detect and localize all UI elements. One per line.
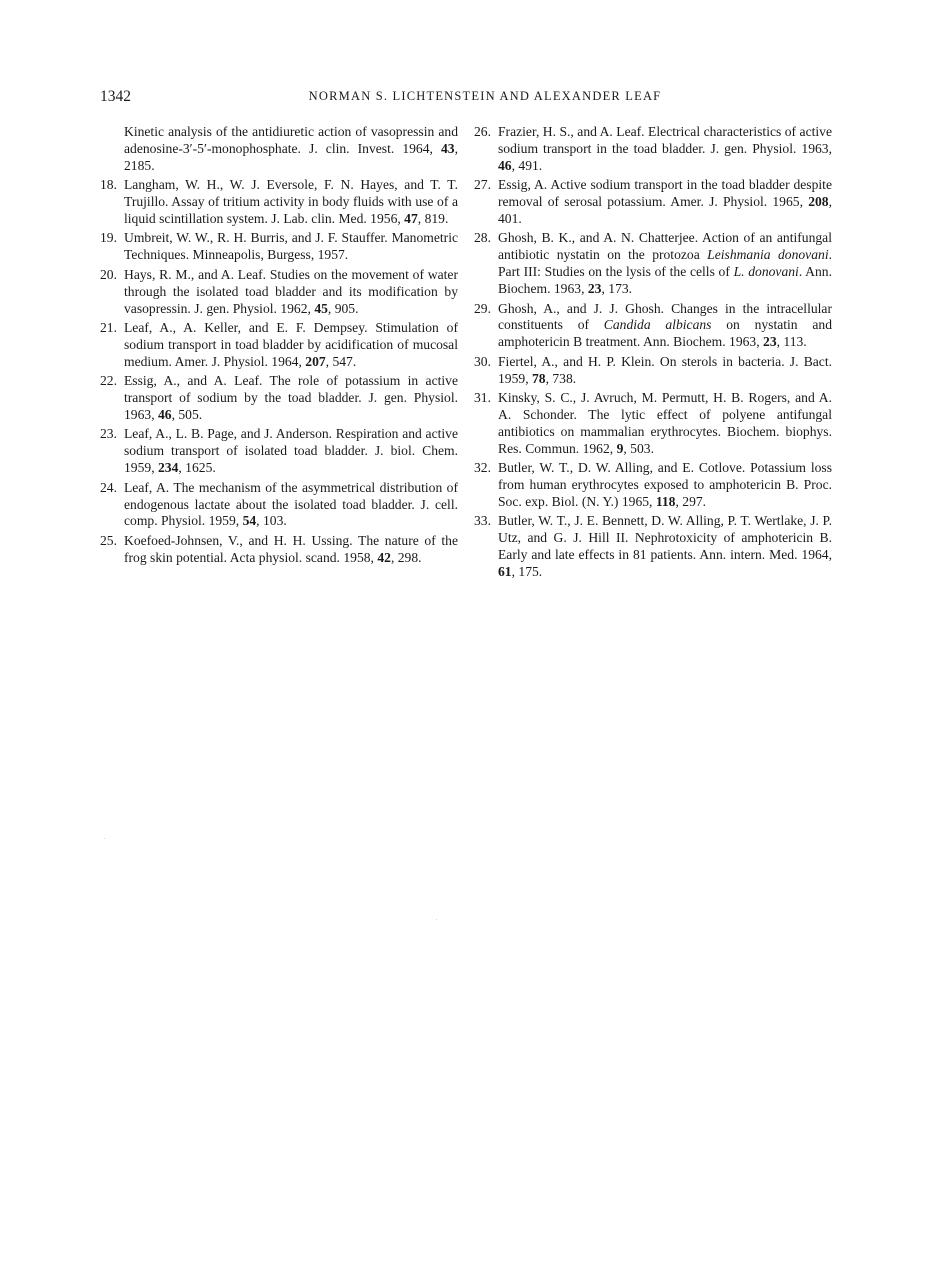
reference-text [498,354,832,386]
citation-text: , 113. [776,334,807,350]
reference-text [124,267,458,316]
reference-number: 30. [474,353,491,369]
volume-number: 43 [441,140,455,156]
page-header [100,88,840,110]
citation-text: Butler, W. T., J. E. Bennett, D. W. Alling, P. T. Wertlake, J. P. Utz, and G. J. Hill II. Nephrotoxicity of amphotericin B. Early and late effects in 81 patients. Ann. intern. Med. 1964, [498,513,832,563]
citation-text: , 819. [417,211,449,227]
citation-text: Leaf, A., L. B. Page, and J. Anderson. Respiration and active sodium transport of isolated toad bladder. J. biol. Chem. 1959, [124,426,458,476]
reference-text [124,230,458,262]
species-name: Leishmania donovani [707,247,829,263]
citation-text: . Part III: Studies on the lysis of the cells of [498,247,832,280]
scan-speck [104,838,105,839]
citation-text: Fiertel, A., and H. P. Klein. On sterols in bacteria. J. Bact. 1959, [498,353,832,386]
volume-number: 54 [242,513,257,529]
volume-number: 42 [377,549,391,565]
citation-text: , 297. [675,494,707,510]
citation-text: Leaf, A., A. Keller, and E. F. Dempsey. Stimulation of sodium transport in toad bladder by acidification of mucosal medium. Amer. J. Physiol. 1964, [124,319,458,369]
reference-text [498,230,832,296]
reference-number: 28. [474,230,491,246]
volume-number: 208 [808,194,829,210]
reference-text [124,480,458,529]
reference-item [100,267,458,318]
reference-item [100,230,458,264]
species-name: Candida albicans [603,317,712,333]
reference-number: 27. [474,177,491,193]
reference-number: 32. [474,460,491,476]
citation-text: Essig, A., and A. Leaf. The role of potassium in active transport of sodium by the toad bladder. J. gen. Physiol. 1963, [124,373,458,422]
reference-item [474,230,832,298]
citation-text: , 503. [623,440,654,456]
reference-item [474,513,832,581]
citation-text: , 298. [390,549,422,565]
reference-item [100,533,458,567]
page-number: 1342 [100,88,131,105]
citation-text: , 491. [511,157,543,173]
reference-number: 29. [474,300,491,316]
reference-number: 18. [100,177,117,193]
citation-text: , 401. [498,194,832,227]
reference-item [474,460,832,511]
citation-text: Langham, W. H., W. J. Eversole, F. N. Hayes, and T. T. Trujillo. Assay of tritium activity in body fluids with use of a liquid scintillation system. J. Lab. clin. Med. 1956, [124,177,458,227]
reference-item [100,177,458,228]
reference-text [498,390,832,456]
reference-number: 22. [100,373,117,389]
reference-text [124,177,458,226]
citation-text: . Ann. Biochem. 1963, [498,264,832,297]
reference-text [124,373,458,422]
reference-number: 21. [100,319,117,335]
citation-text: , 2185. [124,140,458,173]
citation-text: , 738. [545,370,577,386]
reference-item [100,373,458,424]
citation-text: , 905. [327,300,359,316]
reference-item [474,177,832,228]
references-right-column [474,124,832,584]
volume-number: 61 [498,564,512,580]
reference-number: 20. [100,266,117,282]
citation-text: Frazier, H. S., and A. Leaf. Electrical characteristics of active sodium transport in the toad bladder. J. gen. Physiol. 1963, [498,124,832,156]
citation-text: on nystatin and amphotericin B treatment. Ann. Biochem. 1963, [498,317,832,350]
reference-number: 31. [474,390,491,406]
reference-number: 23. [100,426,117,442]
citation-text: , 173. [601,281,633,297]
reference-text [124,533,458,565]
reference-text [498,301,832,350]
reference-item [100,320,458,371]
reference-number: 26. [474,124,491,139]
reference-number: 19. [100,230,117,246]
citation-text: Kinetic analysis of the antidiuretic action of vasopressin and adenosine-3′-5′-monophosphate. J. clin. Invest. 1964, [124,124,458,156]
reference-text [498,460,832,509]
species-name: L. donovani [733,264,799,280]
reference-item [100,124,458,175]
citation-text: , 505. [171,407,203,422]
volume-number: 118 [655,494,676,510]
volume-number: 23 [587,281,602,297]
reference-text [124,426,458,475]
volume-number: 46 [157,407,172,422]
volume-number: 234 [157,460,179,476]
reference-text [498,513,832,579]
reference-item [474,390,832,458]
reference-text [498,177,832,226]
citation-text: , 175. [511,564,543,580]
scan-speck [436,919,437,920]
citation-text: , 103. [256,513,287,529]
reference-item [474,124,832,175]
citation-text: Koefoed-Johnsen, V., and H. H. Ussing. The nature of the frog skin potential. Acta physiol. scand. 1958, [124,532,458,565]
citation-text: Ghosh, A., and J. J. Ghosh. Changes in the intracellular constituents of [498,300,832,333]
reference-item [474,301,832,352]
volume-number: 9 [616,440,624,456]
citation-text: Umbreit, W. W., R. H. Burris, and J. F. Stauffer. Manometric Techniques. Minneapolis, Burgess, 1957. [124,230,458,263]
citation-text: , 1625. [178,460,216,476]
references-left-column [100,124,458,569]
reference-text [124,320,458,369]
reference-number: 24. [100,479,117,495]
volume-number: 78 [531,370,546,386]
reference-text [124,124,458,173]
volume-number: 45 [314,300,328,316]
volume-number: 23 [763,334,777,350]
reference-number: 25. [100,532,117,548]
reference-number: 33. [474,513,491,529]
reference-text [498,124,832,173]
citation-text: Hays, R. M., and A. Leaf. Studies on the movement of water through the isolated toad bladder and its modification by vasopressin. J. gen. Physiol. 1962, [124,266,458,316]
citation-text: Kinsky, S. C., J. Avruch, M. Permutt, H. B. Rogers, and A. A. Schonder. The lytic effect of polyene antifungal antibiotics on mammalian erythrocytes. Biochem. biophys. Res. Commun. 1962, [498,390,832,456]
citation-text: Butler, W. T., D. W. Alling, and E. Cotlove. Potassium loss from human erythrocytes exposed to amphotericin B. Proc. Soc. exp. Biol. (N. Y.) 1965, [498,460,832,510]
reference-item [100,480,458,531]
running-head: NORMAN S. LICHTENSTEIN AND ALEXANDER LEAF [308,89,662,103]
reference-item [474,354,832,388]
citation-text: Ghosh, B. K., and A. N. Chatterjee. Action of an antifungal antibiotic nystatin on the protozoa [498,230,832,263]
volume-number: 207 [305,353,326,369]
volume-number: 46 [498,157,512,173]
reference-item [100,426,458,477]
citation-text: , 547. [325,353,357,369]
volume-number: 47 [404,211,418,227]
citation-text: Essig, A. Active sodium transport in the toad bladder despite removal of serosal potassium. Amer. J. Physiol. 1965, [498,177,832,210]
citation-text: Leaf, A. The mechanism of the asymmetrical distribution of endogenous lactate about the isolated toad bladder. J. cell. comp. Physiol. 1959, [124,479,458,529]
